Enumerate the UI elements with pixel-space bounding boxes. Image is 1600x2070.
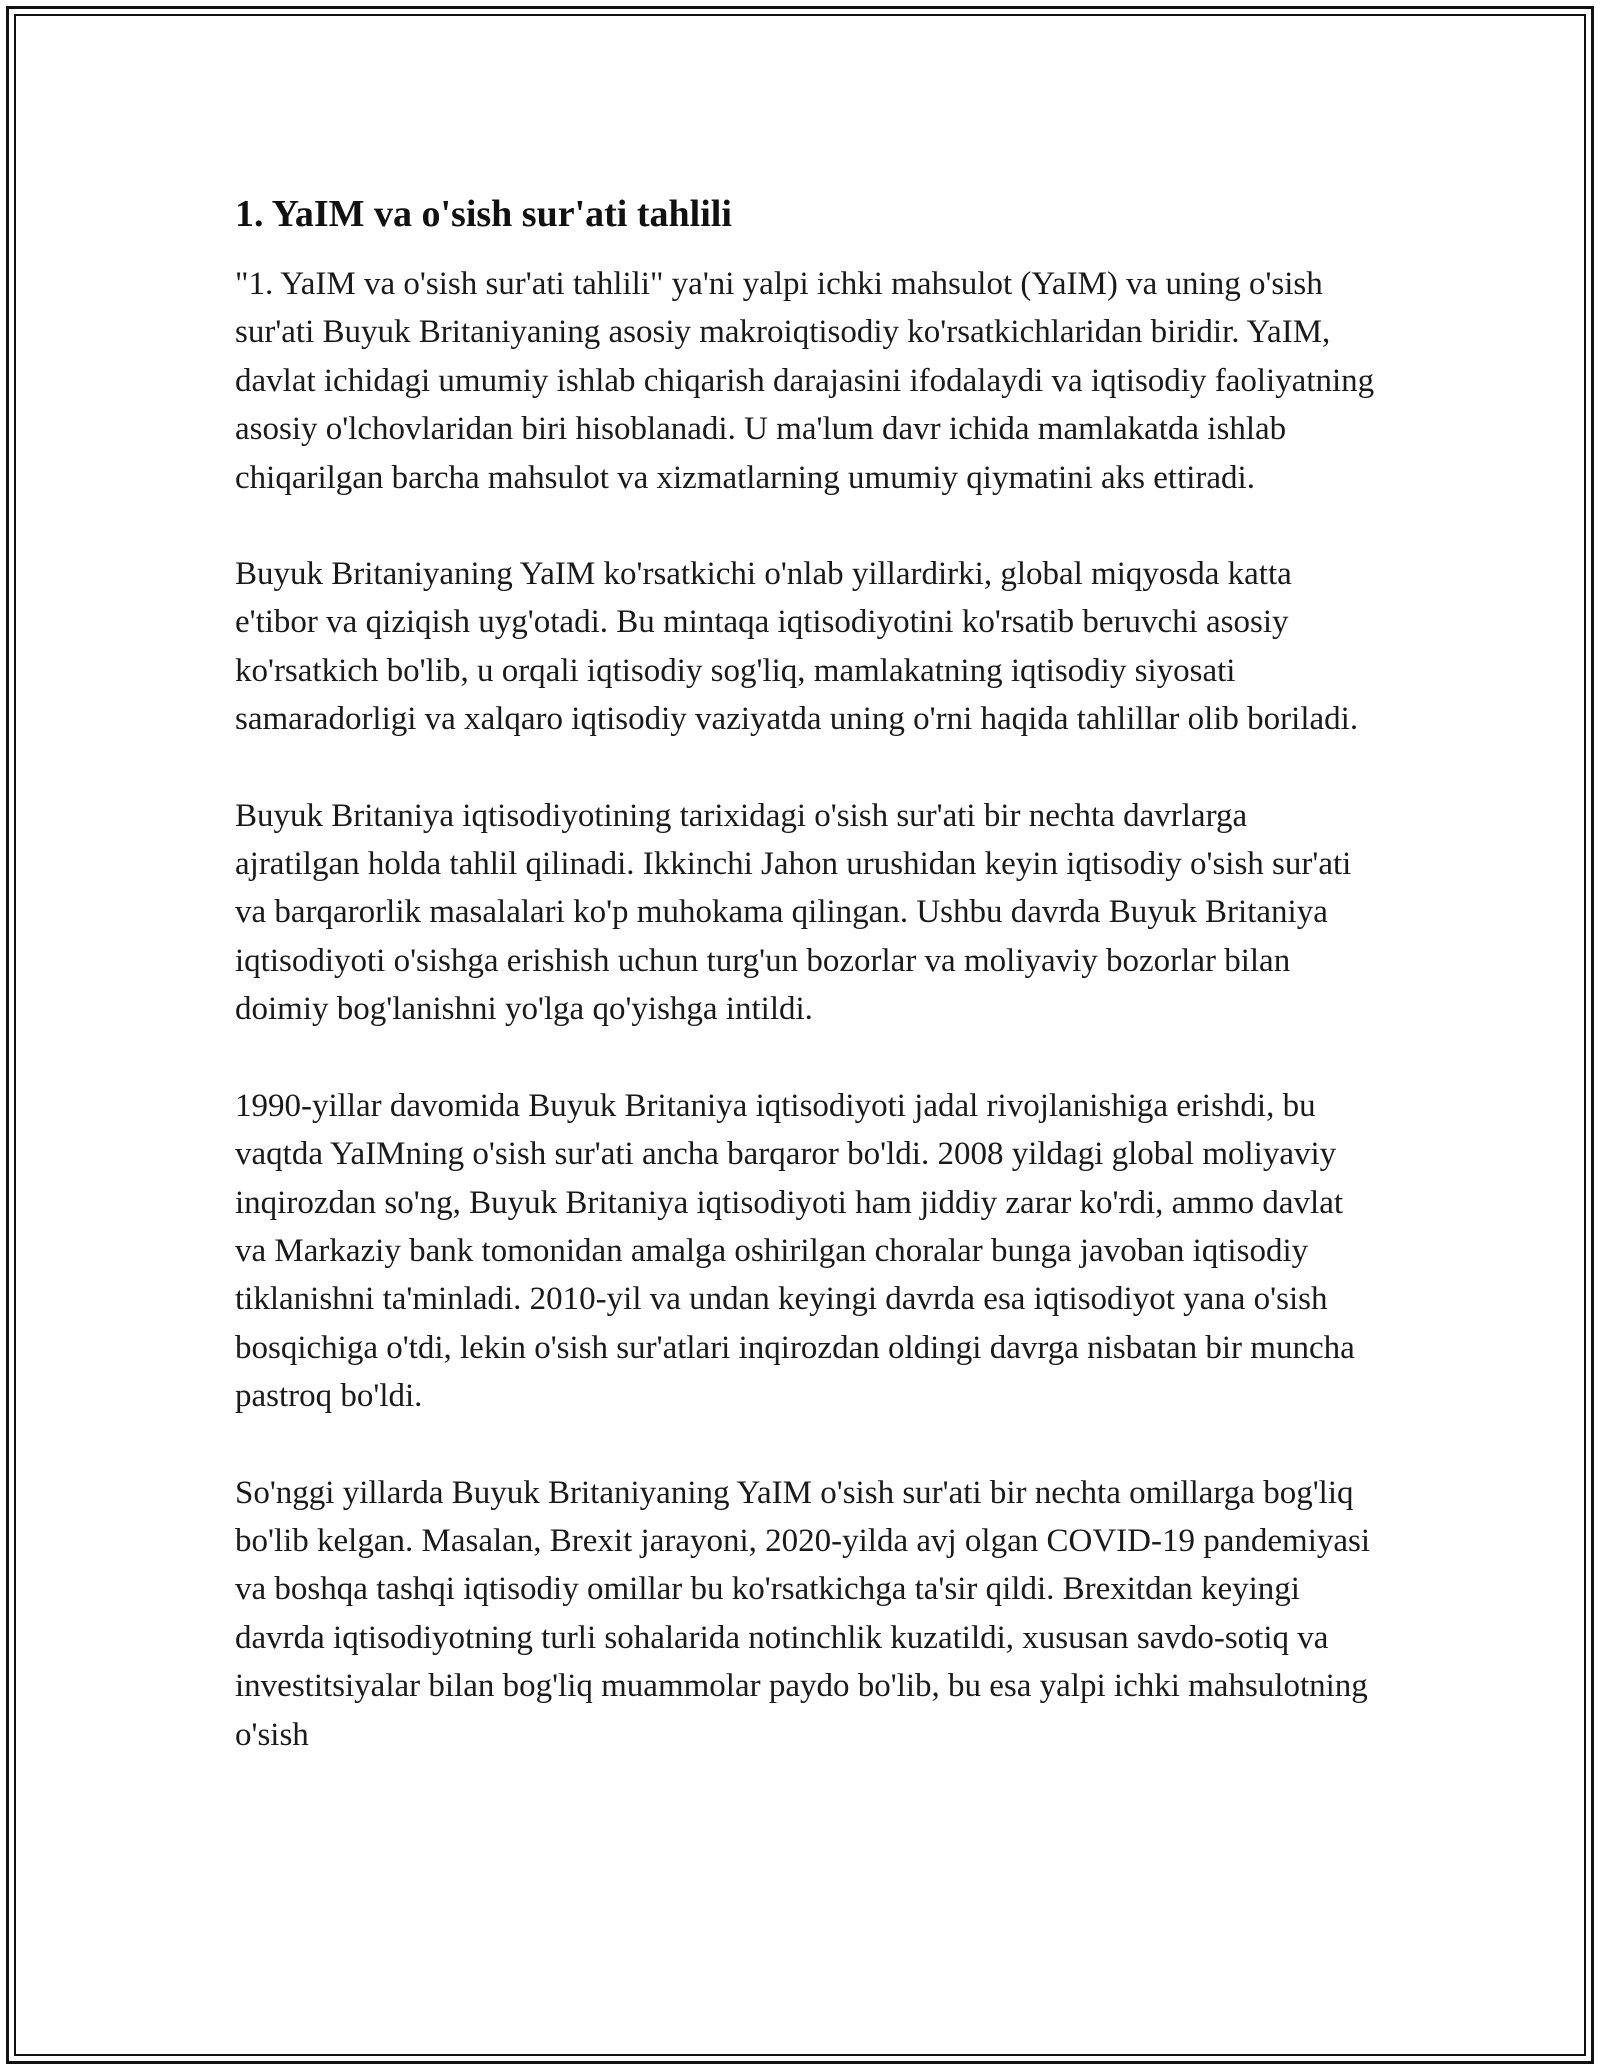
paragraph-4: 1990-yillar davomida Buyuk Britaniya iqtisodiyoti jadal rivojlanishiga erishdi, bu vaqtda YaIMning o'sish sur'ati ancha barqaror bo'ldi. 2008 yildagi global moliyaviy inqirozdan so'ng, Buyuk Britaniya iqtisodiyoti ham jiddiy zarar ko'rdi, ammo davlat va Markaziy bank tomonidan amalga oshirilgan choralar bunga javoban iqtisodiy tiklanishni ta'minladi. 2010-yil va undan keyingi davrda esa iqtisodiyot yana o'sish bosqichiga o'tdi, lekin o'sish sur'atlari inqirozdan oldingi davrga nisbatan bir muncha pastroq bo'ldi. — [235, 1087, 1355, 1415]
paragraph-5: So'nggi yillarda Buyuk Britaniyaning YaIM o'sish sur'ati bir nechta omillarga bog'liq bo'lib kelgan. Masalan, Brexit jarayoni, 2020-yilda avj olgan COVID-19 pandemiyasi va boshqa tashqi iqtisodiy omillar bu ko'rsatkichga ta'sir qildi. Brexitdan keyingi davrda iqtisodiyotning turli sohalarida notinchlik kuzatildi, xususan savdo-sotiq va investitsiyalar bilan bog'liq muammolar paydo bo'lib, bu esa yalpi ichki mahsulotning o'sish — [235, 1474, 1371, 1753]
paragraph-3: Buyuk Britaniya iqtisodiyotining tarixidagi o'sish sur'ati bir nechta davrlarga ajratilgan holda tahlil qilinadi. Ikkinchi Jahon urushidan keyin iqtisodiy o'sish sur'ati va barqarorlik masalalari ko'p muhokama qilingan. Ushbu davrda Buyuk Britaniya iqtisodiyoti o'sishga erishish uchun turg'un bozorlar va moliyaviy bozorlar bilan doimiy bog'lanishni yo'lga qo'yishga intildi. — [235, 797, 1352, 1028]
document-body — [235, 186, 1375, 1807]
paragraph-2: Buyuk Britaniyaning YaIM ko'rsatkichi o'nlab yillardirki, global miqyosda katta e'tibor va qiziqish uyg'otadi. Bu mintaqa iqtisodiyotini ko'rsatib beruvchi asosiy ko'rsatkich bo'lib, u orqali iqtisodiy sog'liq, mamlakatning iqtisodiy siyosati samaradorligi va xalqaro iqtisodiy vaziyatda uning o'rni haqida tahlillar olib boriladi. — [235, 556, 1359, 738]
section-heading: 1. YaIM va o'sish sur'ati tahlili — [235, 193, 732, 235]
paragraph-1: "1. YaIM va o'sish sur'ati tahlili" ya'ni yalpi ichki mahsulot (YaIM) va uning o'sish sur'ati Buyuk Britaniyaning asosiy makroiqtisodiy ko'rsatkichlaridan biridir. YaIM, davlat ichidagi umumiy ishlab chiqarish darajasini ifodalaydi va iqtisodiy faoliyatning asosiy o'lchovlaridan biri hisoblanadi. U ma'lum davr ichida mamlakatda ishlab chiqarilgan barcha mahsulot va xizmatlarning umumiy qiymatini aks ettiradi. — [235, 266, 1375, 496]
